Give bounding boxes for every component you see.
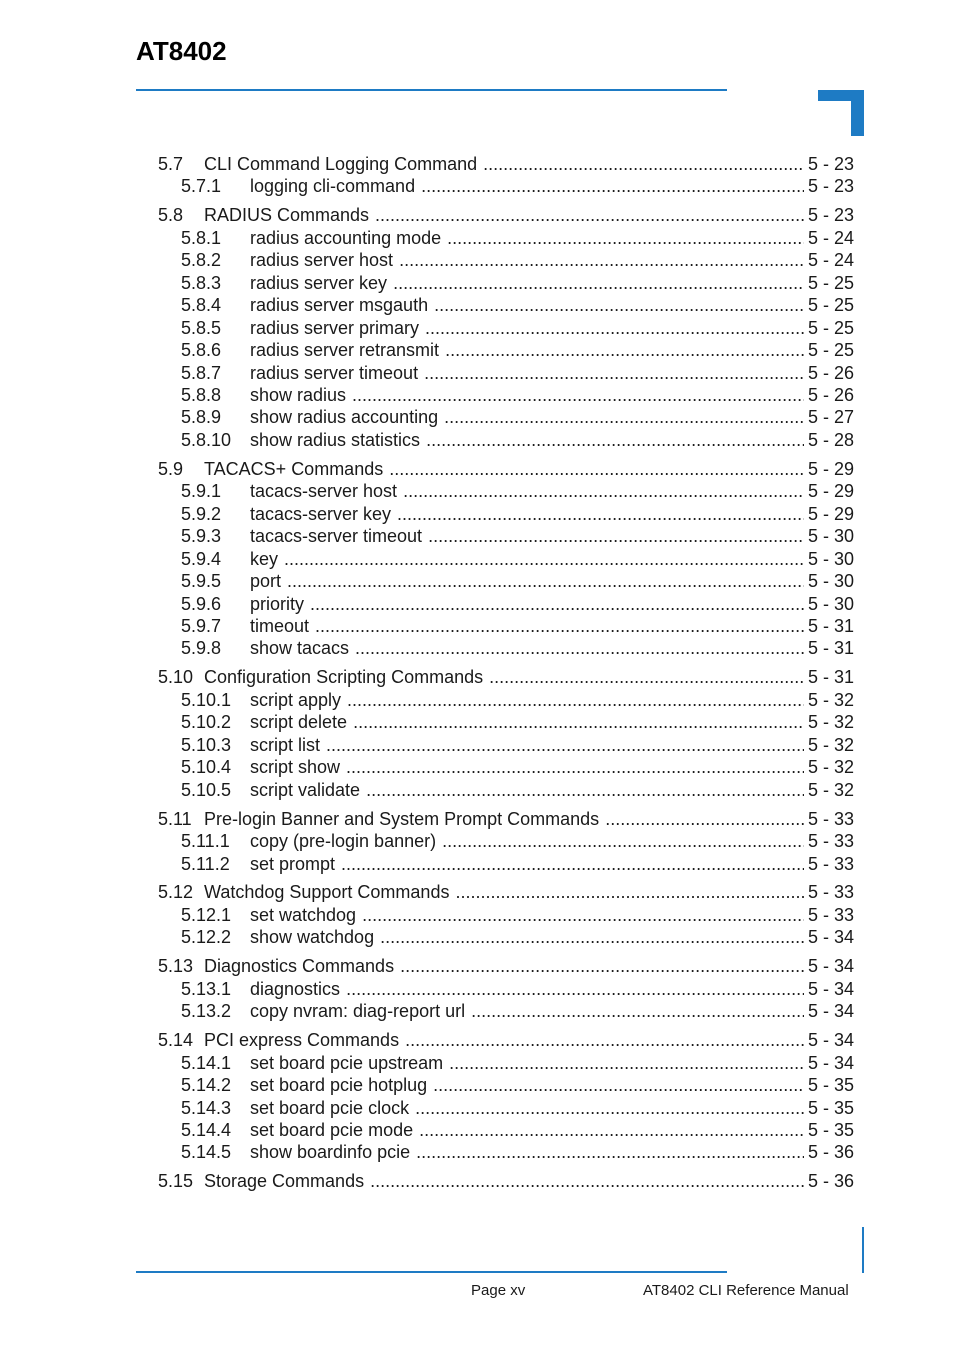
header-rule xyxy=(136,89,727,91)
toc-entry-title: Configuration Scripting Commands xyxy=(204,667,484,688)
toc-entry-number: 5.8.8 xyxy=(181,385,222,405)
toc-subsection-entry[interactable] xyxy=(181,853,854,875)
dot-leader xyxy=(393,272,804,294)
toc-entry-page: 5 - 25 xyxy=(807,317,854,338)
toc-entry-number: 5.10.4 xyxy=(181,757,232,778)
dot-leader xyxy=(455,881,804,903)
dot-leader xyxy=(442,830,804,852)
dot-leader xyxy=(346,756,804,778)
toc-entry-page: 5 - 34 xyxy=(807,1052,854,1073)
toc-subsection-entry[interactable] xyxy=(181,227,854,249)
dot-leader xyxy=(346,978,804,1000)
dot-leader xyxy=(434,294,804,316)
toc-subsection-entry[interactable] xyxy=(181,711,854,733)
toc-entry-number: 5.9.3 xyxy=(181,526,222,547)
toc-subsection-entry[interactable] xyxy=(181,406,854,428)
dot-leader xyxy=(380,926,804,948)
toc-entry-page: 5 - 31 xyxy=(807,638,854,659)
toc-subsection-entry[interactable] xyxy=(181,830,854,852)
toc-entry-title: radius server retransmit xyxy=(250,340,440,361)
toc-subsection-entry[interactable] xyxy=(181,1000,854,1022)
toc-entry-title: set watchdog xyxy=(250,904,357,925)
toc-entry-title: tacacs-server host xyxy=(250,481,398,502)
dot-leader xyxy=(403,480,804,502)
toc-entry-number: 5.9.6 xyxy=(181,593,222,614)
toc-entry-number: 5.9.7 xyxy=(181,616,222,636)
toc-entry-number: 5.10.1 xyxy=(181,689,232,710)
manual-title: AT8402 CLI Reference Manual xyxy=(643,1282,849,1299)
toc-subsection-entry[interactable] xyxy=(181,548,854,570)
dot-leader xyxy=(399,249,804,271)
footer-corner-mark xyxy=(862,1227,864,1273)
dot-leader xyxy=(426,429,804,451)
dot-leader xyxy=(389,458,804,480)
dot-leader xyxy=(362,904,804,926)
toc-entry-title: script apply xyxy=(250,689,342,710)
dot-leader xyxy=(315,615,804,637)
toc-section-entry[interactable] xyxy=(158,153,854,175)
dot-leader xyxy=(419,1119,804,1141)
toc-entry-number: 5.11 xyxy=(158,808,192,829)
dot-leader xyxy=(366,779,804,801)
toc-entry-title: Storage Commands xyxy=(204,1171,365,1192)
toc-entry-number: 5.9 xyxy=(158,458,184,479)
toc-entry-page: 5 - 30 xyxy=(807,593,854,614)
toc-entry-title: radius server primary xyxy=(250,317,420,338)
toc-entry-title: radius server timeout xyxy=(250,362,419,383)
dot-leader xyxy=(347,689,804,711)
toc-entry-page: 5 - 29 xyxy=(807,503,854,524)
toc-entry-page: 5 - 27 xyxy=(807,407,854,428)
toc-entry-page: 5 - 33 xyxy=(807,808,854,829)
toc-entry-number: 5.10.3 xyxy=(181,734,232,755)
toc-section-entry[interactable] xyxy=(158,458,854,480)
toc-entry-page: 5 - 25 xyxy=(807,272,854,293)
dot-leader xyxy=(445,339,804,361)
toc-entry-page: 5 - 36 xyxy=(807,1171,854,1192)
toc-entry-page: 5 - 34 xyxy=(807,1030,854,1051)
toc-entry-page: 5 - 35 xyxy=(807,1119,854,1140)
toc-entry-number: 5.8.7 xyxy=(181,362,222,383)
toc-entry-title: set prompt xyxy=(250,853,336,874)
toc-subsection-entry[interactable] xyxy=(181,1097,854,1119)
toc-subsection-entry[interactable] xyxy=(181,593,854,615)
document-title: AT8402 xyxy=(136,36,227,66)
toc-entry-page: 5 - 31 xyxy=(807,616,854,636)
toc-entry-number: 5.10.5 xyxy=(181,779,232,800)
toc-subsection-entry[interactable] xyxy=(181,904,854,926)
toc-entry-title: logging cli-command xyxy=(250,176,416,197)
dot-leader xyxy=(449,1052,804,1074)
toc-entry-title: tacacs-server key xyxy=(250,503,392,524)
toc-entry-page: 5 - 24 xyxy=(807,250,854,271)
dot-leader xyxy=(370,1170,804,1192)
toc-section-entry[interactable] xyxy=(158,204,854,226)
toc-subsection-entry[interactable] xyxy=(181,339,854,361)
toc-subsection-entry[interactable] xyxy=(181,362,854,384)
toc-entry-number: 5.8.9 xyxy=(181,407,222,428)
toc-entry-title: port xyxy=(250,571,282,592)
toc-subsection-entry[interactable] xyxy=(181,1119,854,1141)
dot-leader xyxy=(341,853,804,875)
toc-entry-title: RADIUS Commands xyxy=(204,205,370,226)
toc-entry-page: 5 - 30 xyxy=(807,548,854,569)
toc-entry-title: CLI Command Logging Command xyxy=(204,154,478,174)
toc-entry-title: set board pcie upstream xyxy=(250,1052,444,1073)
toc-entry-number: 5.12.1 xyxy=(181,904,232,925)
dot-leader xyxy=(353,711,804,733)
toc-subsection-entry[interactable] xyxy=(181,978,854,1000)
toc-entry-number: 5.13.1 xyxy=(181,978,232,999)
dot-leader xyxy=(352,384,804,406)
dot-leader xyxy=(310,593,804,615)
toc-entry-title: tacacs-server timeout xyxy=(250,526,423,547)
toc-subsection-entry[interactable] xyxy=(181,272,854,294)
toc-subsection-entry[interactable] xyxy=(181,294,854,316)
dot-leader xyxy=(489,666,804,688)
toc-entry-page: 5 - 32 xyxy=(807,779,854,800)
toc-entry-title: show radius xyxy=(250,385,347,405)
toc-entry-number: 5.8.5 xyxy=(181,317,222,338)
toc-entry-page: 5 - 35 xyxy=(807,1097,854,1118)
toc-entry-number: 5.14.2 xyxy=(181,1075,232,1096)
toc-subsection-entry[interactable] xyxy=(181,779,854,801)
toc-entry-number: 5.8.1 xyxy=(181,227,222,248)
toc-entry-title: radius server msgauth xyxy=(250,295,429,316)
dot-leader xyxy=(375,204,804,226)
toc-entry-title: script validate xyxy=(250,779,361,800)
toc-entry-number: 5.10.2 xyxy=(181,712,232,733)
toc-entry-number: 5.12.2 xyxy=(181,927,232,948)
toc-subsection-entry[interactable] xyxy=(181,175,854,197)
toc-section-entry[interactable] xyxy=(158,808,854,830)
page-number: Page xv xyxy=(471,1282,526,1299)
toc-entry-title: script delete xyxy=(250,712,348,733)
toc-entry-page: 5 - 26 xyxy=(807,385,854,405)
toc-entry-number: 5.9.2 xyxy=(181,503,222,524)
toc-entry-number: 5.9.8 xyxy=(181,638,222,659)
toc-entry-number: 5.14.3 xyxy=(181,1097,232,1118)
toc-entry-title: show watchdog xyxy=(250,927,375,948)
toc-entry-page: 5 - 33 xyxy=(807,853,854,874)
toc-entry-title: key xyxy=(250,548,279,569)
toc-subsection-entry[interactable] xyxy=(181,503,854,525)
toc-entry-title: script show xyxy=(250,757,341,778)
dot-leader xyxy=(444,406,804,428)
toc-subsection-entry[interactable] xyxy=(181,1141,854,1163)
toc-entry-page: 5 - 32 xyxy=(807,689,854,710)
toc-section-entry[interactable] xyxy=(158,881,854,903)
toc-entry-number: 5.13 xyxy=(158,956,194,977)
toc-subsection-entry[interactable] xyxy=(181,926,854,948)
toc-entry-number: 5.12 xyxy=(158,882,194,903)
dot-leader xyxy=(415,1097,804,1119)
toc-subsection-entry[interactable] xyxy=(181,637,854,659)
toc-entry-page: 5 - 30 xyxy=(807,571,854,592)
toc-entry-page: 5 - 33 xyxy=(807,904,854,925)
toc-entry-page: 5 - 23 xyxy=(807,176,854,197)
dot-leader xyxy=(416,1141,804,1163)
dot-leader xyxy=(400,955,804,977)
toc-entry-page: 5 - 25 xyxy=(807,295,854,316)
toc-subsection-entry[interactable] xyxy=(181,429,854,451)
toc-entry-number: 5.9.4 xyxy=(181,548,222,569)
toc-entry-title: diagnostics xyxy=(250,978,341,999)
toc-entry-title: radius accounting mode xyxy=(250,227,442,248)
toc-entry-page: 5 - 30 xyxy=(807,526,854,547)
footer-rule xyxy=(136,1271,727,1273)
toc-entry-page: 5 - 26 xyxy=(807,362,854,383)
toc-entry-page: 5 - 24 xyxy=(807,227,854,248)
toc-subsection-entry[interactable] xyxy=(181,1074,854,1096)
toc-entry-page: 5 - 34 xyxy=(807,1001,854,1022)
toc-entry-page: 5 - 23 xyxy=(807,154,854,174)
toc-subsection-entry[interactable] xyxy=(181,249,854,271)
toc-subsection-entry[interactable] xyxy=(181,756,854,778)
toc-entry-title: set board pcie mode xyxy=(250,1119,414,1140)
toc-section-entry[interactable] xyxy=(158,1029,854,1051)
toc-section-entry[interactable] xyxy=(158,955,854,977)
toc-entry-title: show radius statistics xyxy=(250,429,421,450)
toc-entry-number: 5.15 xyxy=(158,1171,194,1192)
dot-leader xyxy=(483,153,804,175)
dot-leader xyxy=(284,548,804,570)
toc-entry-number: 5.14.5 xyxy=(181,1142,232,1163)
toc-entry-title: set board pcie hotplug xyxy=(250,1075,428,1096)
toc-entry-page: 5 - 32 xyxy=(807,734,854,755)
toc-entry-title: Watchdog Support Commands xyxy=(204,882,450,903)
toc-entry-number: 5.10 xyxy=(158,667,194,688)
toc-entry-title: radius server host xyxy=(250,250,394,271)
dot-leader xyxy=(405,1029,804,1051)
toc-entry-number: 5.8.3 xyxy=(181,272,222,293)
toc-entry-number: 5.9.5 xyxy=(181,571,222,592)
toc-entry-number: 5.13.2 xyxy=(181,1001,232,1022)
toc-entry-number: 5.8.4 xyxy=(181,295,222,316)
toc-entry-number: 5.11.2 xyxy=(181,853,230,874)
toc-entry-title: show boardinfo pcie xyxy=(250,1142,411,1163)
toc-entry-page: 5 - 34 xyxy=(807,956,854,977)
dot-leader xyxy=(326,734,804,756)
toc-subsection-entry[interactable] xyxy=(181,570,854,592)
toc-entry-page: 5 - 36 xyxy=(807,1142,854,1163)
toc-entry-title: timeout xyxy=(250,616,310,636)
dot-leader xyxy=(424,362,804,384)
dot-leader xyxy=(287,570,804,592)
toc-entry-number: 5.8.2 xyxy=(181,250,222,271)
toc-entry-number: 5.8 xyxy=(158,205,184,226)
toc-entry-page: 5 - 34 xyxy=(807,978,854,999)
toc-entry-page: 5 - 34 xyxy=(807,927,854,948)
toc-entry-title: Pre-login Banner and System Prompt Commands xyxy=(204,808,600,829)
toc-entry-page: 5 - 23 xyxy=(807,205,854,226)
toc-entry-page: 5 - 29 xyxy=(807,458,854,479)
toc-subsection-entry[interactable] xyxy=(181,1052,854,1074)
toc-subsection-entry[interactable] xyxy=(181,384,854,406)
toc-entry-number: 5.14.1 xyxy=(181,1052,232,1073)
toc-subsection-entry[interactable] xyxy=(181,689,854,711)
toc-entry-title: show radius accounting xyxy=(250,407,439,428)
toc-entry-title: copy nvram: diag-report url xyxy=(250,1001,466,1022)
toc-subsection-entry[interactable] xyxy=(181,525,854,547)
toc-entry-page: 5 - 35 xyxy=(807,1075,854,1096)
dot-leader xyxy=(605,808,804,830)
toc-entry-title: TACACS+ Commands xyxy=(204,458,384,479)
dot-leader xyxy=(421,175,804,197)
toc-entry-title: copy (pre-login banner) xyxy=(250,831,437,852)
toc-entry-number: 5.7 xyxy=(158,154,184,174)
toc-entry-page: 5 - 32 xyxy=(807,757,854,778)
toc-subsection-entry[interactable] xyxy=(181,734,854,756)
toc-entry-page: 5 - 33 xyxy=(807,831,854,852)
toc-entry-number: 5.11.1 xyxy=(181,831,230,852)
toc-subsection-entry[interactable] xyxy=(181,480,854,502)
toc-entry-title: priority xyxy=(250,593,305,614)
toc-entry-number: 5.7.1 xyxy=(181,176,222,197)
toc-subsection-entry[interactable] xyxy=(181,615,854,637)
toc-entry-page: 5 - 28 xyxy=(807,429,854,450)
toc-entry-page: 5 - 25 xyxy=(807,340,854,361)
toc-entry-title: radius server key xyxy=(250,272,388,293)
toc-subsection-entry[interactable] xyxy=(181,317,854,339)
toc-entry-title: PCI express Commands xyxy=(204,1030,400,1051)
toc-section-entry[interactable] xyxy=(158,666,854,688)
toc-entry-title: set board pcie clock xyxy=(250,1097,410,1118)
toc-entry-page: 5 - 33 xyxy=(807,882,854,903)
toc-entry-number: 5.8.10 xyxy=(181,429,232,450)
dot-leader xyxy=(471,1000,804,1022)
toc-entry-page: 5 - 32 xyxy=(807,712,854,733)
toc-entry-title: script list xyxy=(250,734,321,755)
dot-leader xyxy=(355,637,804,659)
dot-leader xyxy=(397,503,804,525)
dot-leader xyxy=(425,317,804,339)
dot-leader xyxy=(428,525,804,547)
toc-section-entry[interactable] xyxy=(158,1170,854,1192)
toc-entry-number: 5.14 xyxy=(158,1030,194,1051)
toc-entry-number: 5.14.4 xyxy=(181,1119,232,1140)
corner-mark-vertical xyxy=(851,90,864,136)
dot-leader xyxy=(447,227,804,249)
toc-entry-page: 5 - 29 xyxy=(807,481,854,502)
toc-entry-page: 5 - 31 xyxy=(807,667,854,688)
toc-entry-number: 5.9.1 xyxy=(181,481,222,502)
toc-entry-number: 5.8.6 xyxy=(181,340,222,361)
dot-leader xyxy=(433,1074,804,1096)
toc-entry-title: show tacacs xyxy=(250,638,350,659)
toc-entry-title: Diagnostics Commands xyxy=(204,956,395,977)
